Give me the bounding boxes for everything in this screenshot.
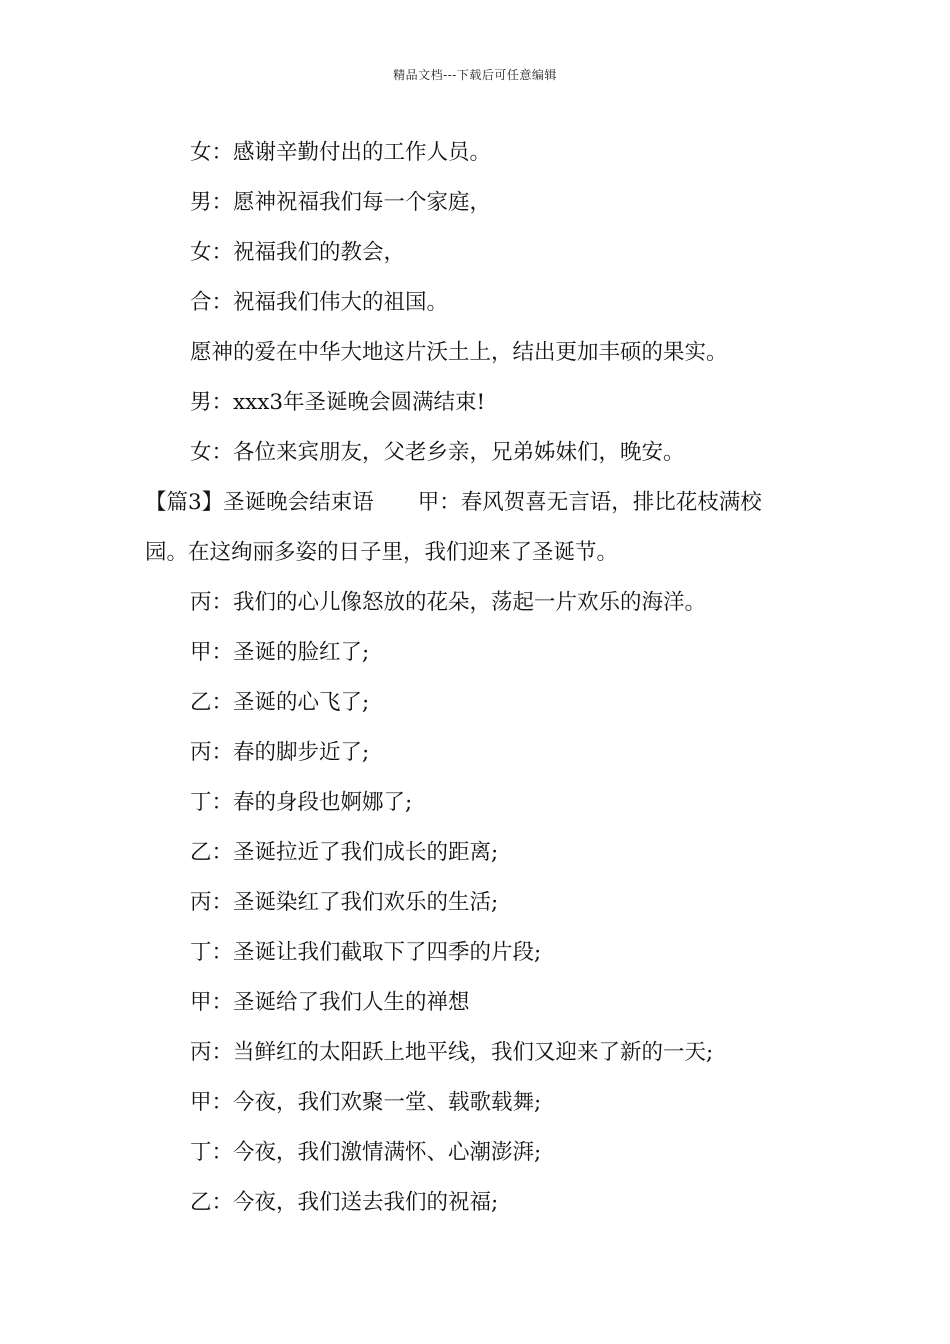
section-title: 【篇3】圣诞晚会结束语 xyxy=(145,490,374,515)
section-heading-paragraph xyxy=(145,478,825,578)
dialogue-line: 乙：圣诞拉近了我们成长的距离; xyxy=(190,840,499,865)
dialogue-line: 男：xxx3年圣诞晚会圆满结束! xyxy=(190,390,486,415)
dialogue-line: 男：愿神祝福我们每一个家庭， xyxy=(190,190,492,215)
dialogue-line: 丙：我们的心儿像怒放的花朵，荡起一片欢乐的海洋。 xyxy=(190,590,707,615)
dialogue-line: 女：祝福我们的教会， xyxy=(190,240,406,265)
dialogue-line: 女：各位来宾朋友，父老乡亲，兄弟姊妹们，晚安。 xyxy=(190,440,685,465)
dialogue-line: 丁：圣诞让我们截取下了四季的片段; xyxy=(190,940,542,965)
section-continuation: 园。在这绚丽多姿的日子里，我们迎来了圣诞节。 xyxy=(145,540,619,565)
dialogue-line: 乙：圣诞的心飞了; xyxy=(190,690,370,715)
page-header: 精品文档---下载后可任意编辑 xyxy=(393,68,557,82)
dialogue-line: 愿神的爱在中华大地这片沃土上，结出更加丰硕的果实。 xyxy=(190,340,728,365)
dialogue-line: 甲：今夜，我们欢聚一堂、载歌载舞; xyxy=(190,1090,542,1115)
dialogue-line: 丁：今夜，我们激情满怀、心潮澎湃; xyxy=(190,1140,542,1165)
dialogue-line: 女：感谢辛勤付出的工作人员。 xyxy=(190,140,492,165)
dialogue-line: 丙：春的脚步近了; xyxy=(190,740,370,765)
dialogue-line: 丙：当鲜红的太阳跃上地平线，我们又迎来了新的一天; xyxy=(190,1040,714,1065)
dialogue-line: 乙：今夜，我们送去我们的祝福; xyxy=(190,1190,499,1215)
dialogue-line: 丁：春的身段也婀娜了; xyxy=(190,790,413,815)
dialogue-line: 甲：圣诞的脸红了; xyxy=(190,640,370,665)
document-body xyxy=(145,128,825,1228)
section-first-line: 甲：春风贺喜无言语，排比花枝满校 xyxy=(417,490,762,515)
dialogue-line: 丙：圣诞染红了我们欢乐的生活; xyxy=(190,890,499,915)
dialogue-line: 甲：圣诞给了我们人生的禅想 xyxy=(190,990,470,1015)
dialogue-line: 合：祝福我们伟大的祖国。 xyxy=(190,290,449,315)
